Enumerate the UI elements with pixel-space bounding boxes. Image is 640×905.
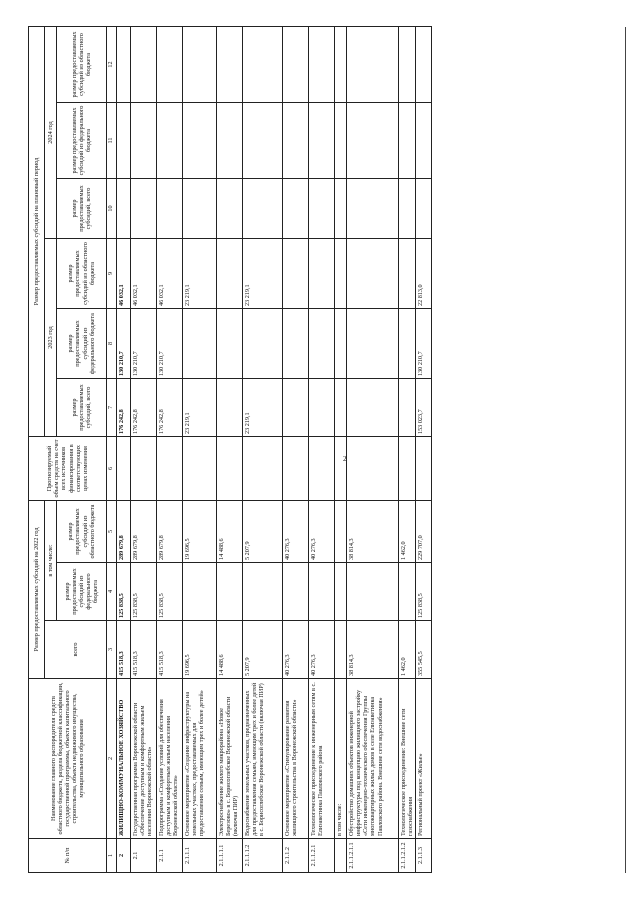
row-value: [157, 437, 183, 501]
col-number: 11: [107, 103, 117, 179]
row-value: 14 488,6: [217, 501, 243, 563]
row-value: 46 032,1: [157, 239, 183, 309]
row-value: [243, 179, 283, 239]
row-value: [399, 379, 416, 437]
header-num: № п/п: [29, 839, 107, 873]
header-forecast: Прогнозируемый объем средств на счет всех источников финансирования в соответствующих ценах изменения: [29, 437, 107, 501]
row-value: [217, 563, 243, 621]
col-number: 10: [107, 179, 117, 239]
row-value: [183, 179, 217, 239]
table-row: [416, 26, 432, 872]
row-name: Водоснабжение земельных участков, предназначенных для предоставления семьям, имеющим трех и более детей в с. Борисоглебское Воронежской области (включая ПИР): [243, 679, 283, 839]
row-value: [183, 26, 217, 102]
row-value: 14 488,6: [217, 621, 243, 679]
row-value: [183, 563, 217, 621]
col-number: 12: [107, 26, 117, 102]
header-2024-total: размер предоставляемых субсидий, всего: [57, 179, 107, 239]
row-value: [399, 26, 416, 102]
row-value: [335, 379, 347, 437]
row-value: [157, 179, 183, 239]
row-value: [347, 239, 399, 309]
table-header: [29, 26, 117, 872]
row-value: 176 242,8: [117, 379, 131, 437]
row-number: 2.1.1.2.1.1: [347, 839, 399, 873]
row-value: 125 838,5: [416, 563, 432, 621]
row-value: 355 545,5: [416, 621, 432, 679]
row-value: [283, 103, 309, 179]
subsidy-table: [28, 26, 432, 873]
row-number: 2.1.1.2.1: [309, 839, 335, 873]
row-value: [217, 437, 243, 501]
row-value: [243, 437, 283, 501]
table-row: [347, 26, 399, 872]
row-value: [117, 103, 131, 179]
row-value: 153 023,7: [416, 379, 432, 437]
row-value: [309, 179, 335, 239]
header-2023-total: размер предоставляемых субсидий, всего: [57, 379, 107, 437]
row-number: 2.1.1.1.2: [243, 839, 283, 873]
row-value: [131, 26, 157, 102]
row-value: [399, 239, 416, 309]
row-value: 130 210,7: [157, 309, 183, 379]
row-value: [131, 437, 157, 501]
table-row: [399, 26, 416, 872]
row-value: [283, 563, 309, 621]
row-value: [347, 437, 399, 501]
row-value: [283, 437, 309, 501]
row-value: [309, 437, 335, 501]
row-value: [243, 309, 283, 379]
col-number: 6: [107, 437, 117, 501]
row-value: 415 518,3: [131, 621, 157, 679]
header-2024: 2024 год: [45, 26, 57, 238]
header-2023-reg: размер предоставляемых субсидий из областного бюджета: [57, 239, 107, 309]
table-row: [217, 26, 243, 872]
row-value: [309, 379, 335, 437]
row-value: 23 219,1: [243, 379, 283, 437]
row-value: [416, 103, 432, 179]
row-number: 2.1.1: [157, 839, 183, 873]
col-number: 2: [107, 679, 117, 839]
row-name: Электроснабжение жилого микрорайона «Новое Березово» в с. Борисоглебское Воронежской области (включая ПИР): [217, 679, 243, 839]
row-value: [131, 179, 157, 239]
row-value: 23 219,1: [183, 379, 217, 437]
row-value: [335, 563, 347, 621]
row-number: 2.1.1.1: [183, 839, 217, 873]
row-value: [416, 179, 432, 239]
row-value: 229 707,0: [416, 501, 432, 563]
row-name: ЖИЛИЩНО-КОММУНАЛЬНОЕ ХОЗЯЙСТВО: [117, 679, 131, 839]
row-value: 415 518,3: [117, 621, 131, 679]
row-name: Технологическое присоединение: Внешние сети газоснабжения: [399, 679, 416, 839]
table-body: [117, 26, 432, 872]
row-value: [243, 26, 283, 102]
row-number: 2.1.1.1.1: [217, 839, 243, 873]
row-value: [283, 179, 309, 239]
row-name: Обустройство домашних объектов инженерной инфраструктуры под концепцию жилищного застройку «Сети инженерно-технического обеспечения Группы многоквартирных жилых домов в селе Елизаветинка Павловского района. Внешние сети водоснабжения»: [347, 679, 399, 839]
row-name: Государственная программа Воронежской области «Обеспечение доступным и комфортным жильем населения Воронежской области»: [131, 679, 157, 839]
row-value: [131, 103, 157, 179]
row-value: 1 462,0: [399, 501, 416, 563]
row-value: [335, 26, 347, 102]
row-value: [183, 103, 217, 179]
header-plan: Размер предоставляемых субсидий на плановый период: [29, 26, 45, 436]
column-numbers-row: [107, 26, 117, 872]
row-value: 22 813,0: [416, 239, 432, 309]
row-value: 46 032,1: [131, 239, 157, 309]
row-value: [335, 179, 347, 239]
row-value: 125 838,5: [157, 563, 183, 621]
row-name: Региональный проект «Жилье»: [416, 679, 432, 839]
row-value: [283, 26, 309, 102]
row-value: [117, 179, 131, 239]
header-name: Наименование главного распорядителя средств областного бюджета, раздела бюджетной классификации, государственной программы, объекта капитального строительства, объекта недвижимого имущества, муниципального образования: [29, 679, 107, 839]
header-2022-fed: размер предоставляемых субсидий из федерального бюджета: [57, 563, 107, 621]
row-value: 415 518,3: [157, 621, 183, 679]
row-value: 130 210,7: [131, 309, 157, 379]
row-value: [183, 309, 217, 379]
row-value: [399, 563, 416, 621]
row-name: в том числе:: [335, 679, 347, 839]
row-value: [283, 309, 309, 379]
row-value: 5 207,9: [243, 501, 283, 563]
col-number: 7: [107, 379, 117, 437]
row-value: [347, 103, 399, 179]
header-2022: Размер предоставляемых субсидий на 2022 год: [29, 501, 45, 679]
row-value: [347, 26, 399, 102]
row-name: Технологическое присоединение к инженерным сетям в с. Елизаветинка Павловского района: [309, 679, 335, 839]
row-number: [335, 839, 347, 873]
row-value: [217, 179, 243, 239]
header-2022-total: всего: [45, 621, 107, 679]
row-value: 40 276,3: [283, 501, 309, 563]
row-value: 38 814,3: [347, 501, 399, 563]
header-2023-fed: размер предоставляемых субсидий из федерального бюджета: [57, 309, 107, 379]
row-value: [347, 379, 399, 437]
row-value: [283, 379, 309, 437]
header-2022-incl: в том числе:: [45, 501, 57, 621]
row-value: 289 679,8: [157, 501, 183, 563]
row-value: [347, 563, 399, 621]
row-value: 176 242,8: [157, 379, 183, 437]
col-number: 5: [107, 501, 117, 563]
row-value: 289 679,8: [117, 501, 131, 563]
row-value: [157, 103, 183, 179]
table-row: [157, 26, 183, 872]
row-value: [183, 437, 217, 501]
row-name: Подпрограмма «Создание условий для обеспечения доступным и комфортным жильем населения Воронежской области»: [157, 679, 183, 839]
row-value: [416, 437, 432, 501]
row-value: 289 679,8: [131, 501, 157, 563]
row-value: 1 462,0: [399, 621, 416, 679]
row-value: [347, 309, 399, 379]
row-value: 23 219,1: [243, 239, 283, 309]
row-value: [335, 501, 347, 563]
row-value: [309, 26, 335, 102]
row-value: [217, 26, 243, 102]
row-value: [416, 26, 432, 102]
row-value: [335, 437, 347, 501]
row-number: 2.1.1.3: [416, 839, 432, 873]
row-value: [157, 26, 183, 102]
row-number: 2.1.1.2.1.2: [399, 839, 416, 873]
row-value: 125 838,5: [131, 563, 157, 621]
header-2022-reg: размер предоставляемых субсидий из областного бюджета: [57, 501, 107, 563]
row-value: 130 210,7: [416, 309, 432, 379]
table-row: [283, 26, 309, 872]
table-row: [131, 26, 157, 872]
row-value: [217, 379, 243, 437]
row-name: Основное мероприятие «Создание инфраструктуры на земельных участках, предоставляемых для предоставления семьям, имеющим трех и более детей»: [183, 679, 217, 839]
row-value: [335, 621, 347, 679]
row-value: 46 032,1: [117, 239, 131, 309]
col-number: 4: [107, 563, 117, 621]
table-row: [335, 26, 347, 872]
row-value: [243, 563, 283, 621]
header-2023: 2023 год: [45, 239, 57, 437]
header-2024-reg: размер предоставляемых субсидий из областного бюджета: [57, 26, 107, 102]
col-number: 3: [107, 621, 117, 679]
row-value: [399, 103, 416, 179]
row-name: Основное мероприятие «Стимулирование развития жилищного строительства в Воронежской области»: [283, 679, 309, 839]
row-number: 2: [117, 839, 131, 873]
row-value: [117, 437, 131, 501]
row-value: [309, 239, 335, 309]
col-number: 8: [107, 309, 117, 379]
row-value: 19 696,5: [183, 621, 217, 679]
row-value: [217, 309, 243, 379]
row-number: 2.1.1.2: [283, 839, 309, 873]
row-value: 125 838,5: [117, 563, 131, 621]
row-value: 130 210,7: [117, 309, 131, 379]
row-value: [309, 103, 335, 179]
row-value: [399, 179, 416, 239]
row-value: 19 696,5: [183, 501, 217, 563]
row-value: [217, 239, 243, 309]
row-value: 23 219,1: [183, 239, 217, 309]
table-row: [183, 26, 217, 872]
row-value: 40 276,3: [309, 621, 335, 679]
row-value: [399, 309, 416, 379]
row-number: 2.1: [131, 839, 157, 873]
header-2024-fed: размер предоставляемых субсидий из федерального бюджета: [57, 103, 107, 179]
row-value: [117, 26, 131, 102]
table-row: [309, 26, 335, 872]
row-value: 40 276,3: [309, 501, 335, 563]
row-value: [309, 309, 335, 379]
table-row: [117, 26, 131, 872]
row-value: 176 242,8: [131, 379, 157, 437]
row-value: 38 814,3: [347, 621, 399, 679]
row-value: [335, 103, 347, 179]
page-number: 2: [343, 455, 347, 463]
row-value: [283, 239, 309, 309]
col-number: 1: [107, 839, 117, 873]
row-value: [399, 437, 416, 501]
bottom-rule: [625, 27, 627, 873]
row-value: 40 276,3: [283, 621, 309, 679]
row-value: [335, 309, 347, 379]
row-value: [217, 103, 243, 179]
row-value: [335, 239, 347, 309]
row-value: [243, 103, 283, 179]
row-value: [347, 179, 399, 239]
row-value: 5 207,9: [243, 621, 283, 679]
col-number: 9: [107, 239, 117, 309]
row-value: [309, 563, 335, 621]
table-row: [243, 26, 283, 872]
